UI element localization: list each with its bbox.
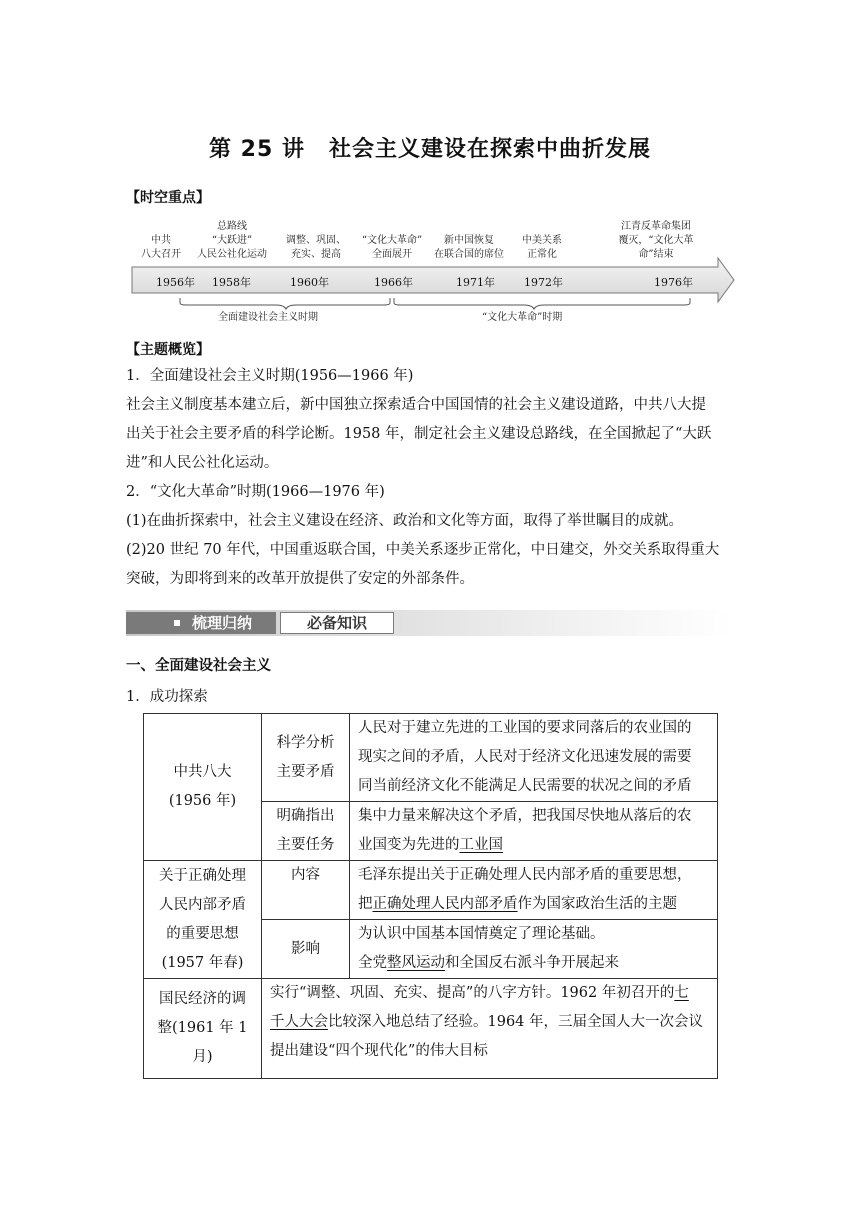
cell-line [270,1008,709,1037]
cell-line: 为认识中国基本国情奠定了理论基础。 [358,926,605,942]
cell-line: 人民对于建立先进的工业国的要求同落后的农业国的 [358,720,692,736]
underlined-term: 千人大会 [270,1014,328,1030]
cell-line: 国民经济的调 [159,991,246,1007]
table-cell [350,920,718,979]
cell-line [358,831,709,860]
cell-line: 人民内部矛盾 [159,896,246,913]
cell-line: 关于正确处理 [159,867,246,884]
overview-text: 出关于社会主要矛盾的科学论断。1958 年，制定社会主义建设总路线，在全国掀起了“大跃 [126,426,712,442]
event-label: 调整、巩固、 充实、提高 [286,235,346,260]
cell-line: 中共八大 [173,764,232,780]
table-cell [350,861,718,920]
cell-line: 明确指出 [276,808,335,824]
cell-text: 实行“调整、巩固、充实、提高”的八字方针。1962 年初召开的 [270,985,675,1001]
section-heading: 一、全面建设社会主义 [126,658,271,674]
timeline [126,210,736,328]
table-cell [350,802,718,861]
underlined-term: 七 [674,985,689,1001]
year-label: 1971年 [456,276,495,289]
underlined-term: 工业国 [459,837,503,853]
table-cell [350,714,718,802]
overview-item-title: 2．“文化大革命”时期(1966—1976 年) [126,484,385,500]
cell-line [358,949,709,978]
cell-line: 现实之间的矛盾，人民对于经济文化迅速发展的需要 [358,749,692,765]
table-row-header [144,979,262,1079]
table-row [144,714,718,802]
table-cell-label: 影响 [262,920,350,979]
table-row [144,861,718,920]
square-bullet-icon [174,620,180,626]
table-cell [262,979,718,1079]
banner-left [126,612,276,634]
overview-text: 社会主义制度基本建立后，新中国独立探索适合中国国情的社会主义建设道路，中共八大提 [126,397,706,413]
cell-text: 作为国家政治生活的主题 [517,896,677,912]
cell-text: 全党 [358,955,387,971]
year-label: 1958年 [212,276,251,289]
table-row-header [144,714,262,861]
table-cell-label: 内容 [262,861,350,920]
cell-line: 主要矛盾 [276,763,335,780]
year-label: 1976年 [654,276,693,289]
cell-line: 毛泽东提出关于正确处理人民内部矛盾的重要思想， [358,867,692,883]
period-label: 全面建设社会主义时期 [218,312,318,323]
page-title [0,132,860,163]
cell-line: 整(1961 年 1 月) [157,1020,248,1065]
event-label: 总路线 “大跃进” 人民公社化运动 [197,221,267,260]
overview-text: 进”和人民公社化运动。 [126,455,279,471]
table-row [144,979,718,1079]
cell-line [270,979,709,1008]
table-row-header [144,861,262,979]
cell-line [358,890,709,919]
cell-line: 主要任务 [276,837,335,853]
subsection-heading: 1．成功探索 [126,689,208,705]
year-label: 1956年 [156,276,195,289]
cell-line: (1956 年) [168,793,237,809]
event-label: 中美关系 正常化 [522,235,562,260]
year-label: 1960年 [290,276,329,289]
overview-text: (2)20 世纪 70 年代，中国重返联合国，中美关系逐步正常化，中日建交，外交关系取得重大 [126,542,720,558]
section-banner [126,610,732,636]
banner-left-label: 梳理归纳 [192,614,253,632]
overview-text: 突破，为即将到来的改革开放提供了安定的外部条件。 [126,571,474,587]
overview-body [126,362,736,594]
cell-text: 和全国反右派斗争开展起来 [445,955,619,971]
event-label: 江青反革命集团 覆灭，“文化大革 命”结束 [618,221,694,260]
event-label: “文化大革命” 全面展开 [361,235,423,260]
period-label: “文化大革命”时期 [482,312,563,323]
overview-heading: 【主题概览】 [126,342,210,358]
cell-line: (1957 年春) [161,954,244,971]
event-label: 中共 八大召开 [141,235,181,260]
overview-text: (1)在曲折探索中，社会主义建设在经济、政治和文化等方面，取得了举世瞩目的成就。 [126,513,684,529]
cell-text: 业国变为先进的 [358,837,460,853]
lecture-number: 第 25 讲 [209,137,305,162]
underlined-term: 正确处理人民内部矛盾 [372,896,518,912]
table-cell-label [262,802,350,861]
table-cell-label [262,714,350,802]
event-label: 新中国恢复 在联合国的席位 [434,235,504,260]
knowledge-table [143,713,718,1079]
year-label: 1972年 [524,276,563,289]
cell-line: 同当前经济文化不能满足人民需要的状况之间的矛盾 [358,778,692,794]
lecture-topic: 社会主义建设在探索中曲折发展 [328,137,651,162]
cell-text: 把 [358,896,373,912]
cell-text: 比较深入地总结了经验。1964 年，三届全国人大一次会议 [328,1014,704,1030]
banner-right: 必备知识 [280,612,394,634]
cell-line: 的重要思想 [166,925,239,942]
overview-item-title: 1．全面建设社会主义时期(1956—1966 年) [126,368,414,384]
cell-line: 提出建设“四个现代化”的伟大目标 [270,1043,488,1059]
timeline-heading: 【时空重点】 [126,190,210,206]
cell-line: 科学分析 [276,734,335,751]
underlined-term: 整风运动 [387,955,445,971]
cell-line: 集中力量来解决这个矛盾，把我国尽快地从落后的农 [358,808,692,824]
year-label: 1966年 [374,276,413,289]
